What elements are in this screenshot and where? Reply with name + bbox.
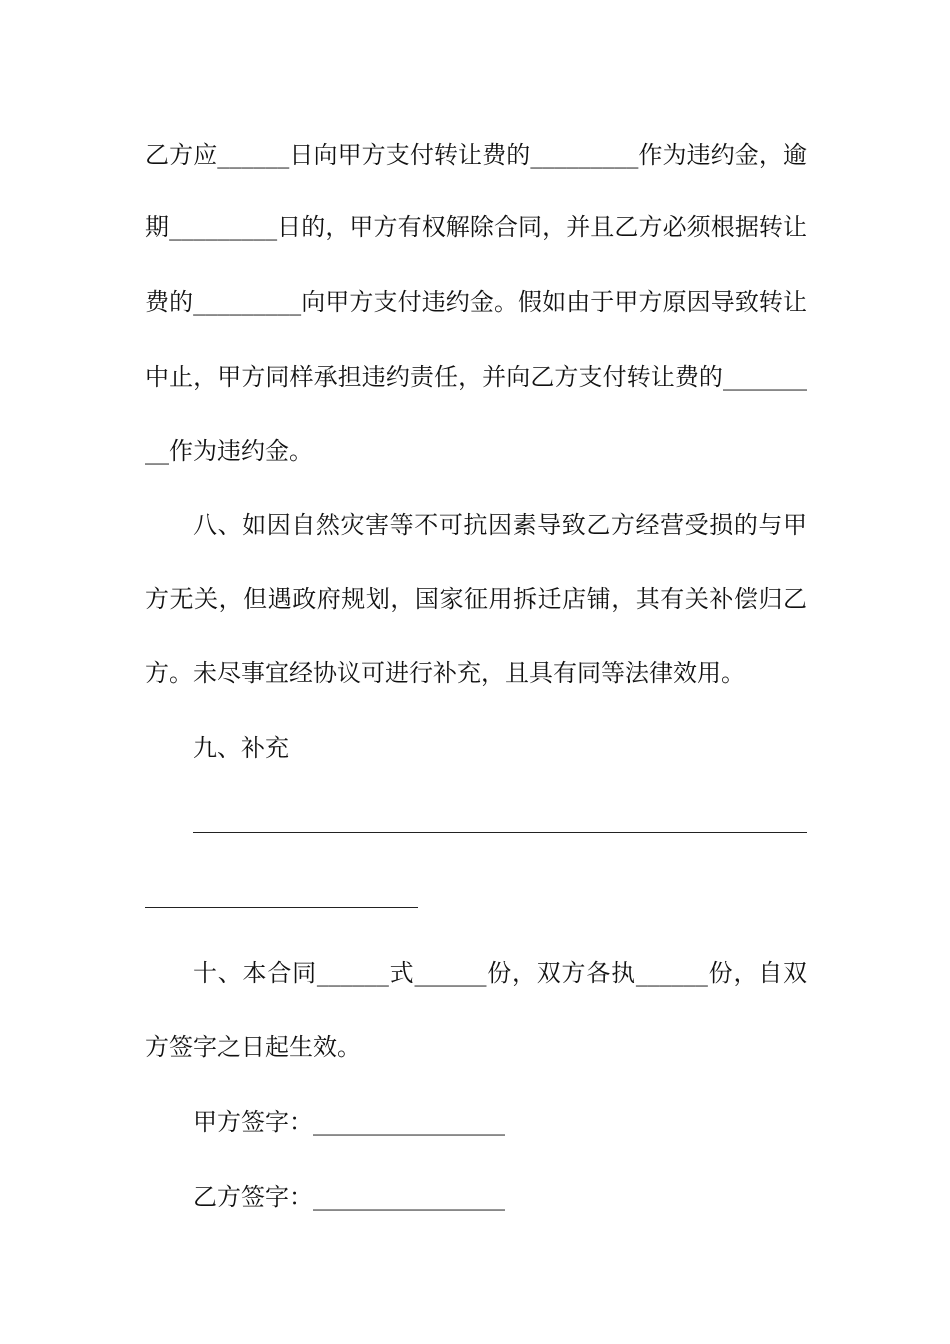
clause-10-line-1: 十、本合同______式______份，双方各执______份，自双 [193, 959, 807, 987]
clause-7-line-1: 乙方应______日向甲方支付转让费的_________作为违约金，逾 [145, 141, 807, 169]
clause-8-line-2: 方无关，但遇政府规划，国家征用拆迁店铺，其有关补偿归乙 [145, 585, 807, 613]
party-a-signature: 甲方签字：________________ [193, 1108, 505, 1136]
clause-8-line-3: 方。未尽事宜经协议可进行补充，且具有同等法律效用。 [145, 659, 745, 687]
clause-10-line-2: 方签字之日起生效。 [145, 1033, 361, 1061]
supplement-blank-line-1 [193, 832, 807, 833]
party-b-signature: 乙方签字：________________ [193, 1183, 505, 1211]
clause-7-line-3: 费的_________向甲方支付违约金。假如由于甲方原因导致转让 [145, 288, 807, 316]
supplement-blank-line-2 [145, 907, 418, 908]
clause-7-line-5: __作为违约金。 [145, 437, 313, 465]
clause-9-heading: 九、补充 [193, 734, 289, 762]
clause-7-line-2: 期_________日的，甲方有权解除合同，并且乙方必须根据转让 [145, 213, 807, 241]
clause-8-line-1: 八、如因自然灾害等不可抗因素导致乙方经营受损的与甲 [193, 511, 807, 539]
clause-7-line-4: 中止，甲方同样承担违约责任，并向乙方支付转让费的_______ [145, 363, 807, 391]
